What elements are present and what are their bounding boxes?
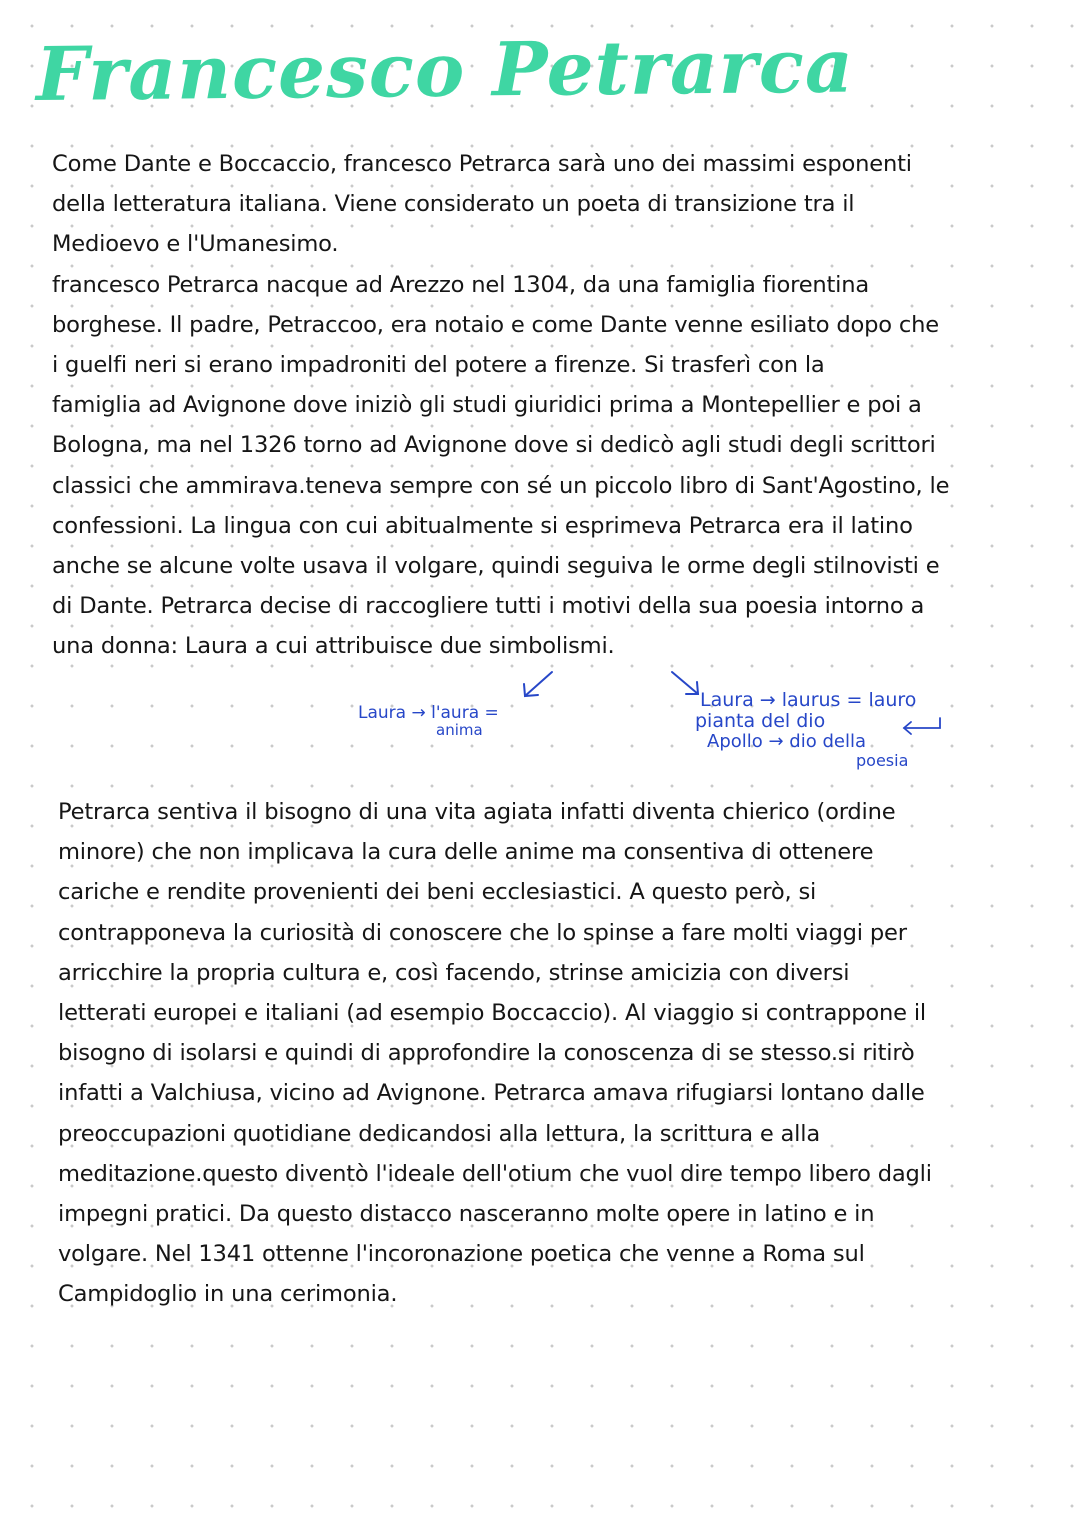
annotation-right-line2: pianta del dio [695,710,826,732]
text-line: Petrarca sentiva il bisogno di una vita agiata infatti diventa chierico (ordine [58,799,896,825]
text-line: i guelfi neri si erano impadroniti del potere a firenze. Si trasferì con la [52,352,825,379]
text-line: arricchire la propria cultura e, così facendo, strinse amicizia con diversi [58,959,850,986]
paragraph-life [58,792,1048,1315]
text-line: meditazione.questo diventò l'ideale dell'otium che vuol dire tempo libero dagli [58,1160,932,1187]
text-line: borghese. Il padre, Petraccoo, era notaio e come Dante venne esiliato dopo che [52,311,939,338]
paragraph-intro [52,144,1042,667]
annotation-right-line4: poesia [856,751,909,770]
text-line: volgare. Nel 1341 ottenne l'incoronazione poetica che venne a Roma sul [58,1241,865,1268]
arrow-down-right-icon [672,672,698,694]
text-line: della letteratura italiana. Viene considerato un poeta di transizione tra il [52,191,855,218]
text-line: letterati europei e italiani (ad esempio Boccaccio). Al viaggio si contrappone il [58,1000,926,1027]
text-line: una donna: Laura a cui attribuisce due simbolismi. [52,633,615,660]
annotation-right-line3: Apollo → dio della [707,731,866,752]
text-line: Come Dante e Boccaccio, francesco Petrarca sarà uno dei massimi esponenti [52,151,912,177]
text-line: confessioni. La lingua con cui abitualmente si esprimeva Petrarca era il latino [52,512,913,539]
text-line: classici che ammirava.teneva sempre con sé un piccolo libro di Sant'Agostino, le [52,472,950,499]
return-arrow-icon [904,718,940,734]
handwritten-annotations [0,660,1080,780]
text-line: bisogno di isolarsi e quindi di approfondire la conoscenza di se stesso.si ritirò [58,1040,915,1067]
text-line: preoccupazioni quotidiane dedicandosi alla lettura, la scrittura e alla [58,1120,820,1147]
text-line: di Dante. Petrarca decise di raccogliere tutti i motivi della sua poesia intorno a [52,593,925,620]
text-line: Bologna, ma nel 1326 torno ad Avignone dove si dedicò agli studi degli scrittori [52,432,936,459]
page-title: Francesco Petrarca [35,23,855,118]
text-line: famiglia ad Avignone dove iniziò gli studi giuridici prima a Montepellier e poi a [52,392,922,419]
annotation-right-line1: Laura → laurus = lauro [700,689,917,711]
text-line: anche se alcune volte usava il volgare, quindi seguiva le orme degli stilnovisti e [52,553,940,580]
text-line: minore) che non implicava la cura delle anime ma consentiva di ottenere [58,839,874,866]
annotation-left-line1: Laura → l'aura = [358,703,499,723]
text-line: contrapponeva la curiosità di conoscere che lo spinse a fare molti viaggi per [58,919,907,946]
text-line: cariche e rendite provenienti dei beni ecclesiastici. A questo però, si [58,879,817,906]
text-line: Medioevo e l'Umanesimo. [52,231,339,258]
text-line: infatti a Valchiusa, vicino ad Avignone. Petrarca amava rifugiarsi lontano dalle [58,1080,925,1107]
text-line: impegni pratici. Da questo distacco nasceranno molte opere in latino e in [58,1201,875,1228]
annotation-left-line2: anima [436,721,483,739]
text-line: Campidoglio in una cerimonia. [58,1281,398,1308]
text-line: francesco Petrarca nacque ad Arezzo nel 1304, da una famiglia fiorentina [52,271,870,298]
arrow-down-left-icon [524,672,552,696]
